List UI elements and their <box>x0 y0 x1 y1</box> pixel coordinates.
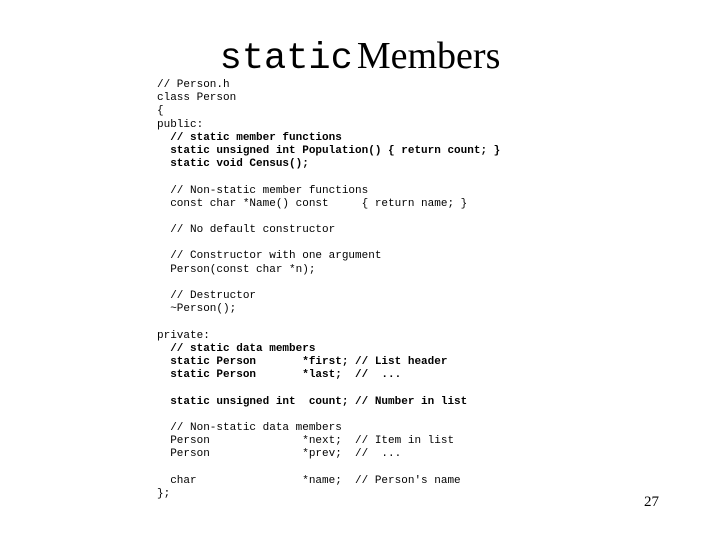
code-line <box>157 382 500 395</box>
code-line: static unsigned int Population() { return count; } <box>157 144 501 157</box>
code-line: static Person *last; // ... <box>157 369 402 382</box>
code-line: // No default constructor <box>157 224 336 237</box>
code-line <box>157 211 500 224</box>
slide-title <box>0 34 720 80</box>
code-line: // static member functions <box>157 131 342 144</box>
code-line: { <box>157 105 164 118</box>
code-line <box>157 277 500 290</box>
code-line: const char *Name() const { return name; } <box>157 197 468 210</box>
code-line: // Non-static member functions <box>157 184 369 197</box>
title-code-word: static <box>219 38 353 80</box>
title-text-word: Members <box>356 35 501 77</box>
code-line: class Person <box>157 92 237 105</box>
code-line: Person *next; // Item in list <box>157 435 455 448</box>
page-number: 27 <box>644 494 659 510</box>
code-line: private: <box>157 329 210 342</box>
code-line: // Non-static data members <box>157 421 342 434</box>
code-line <box>157 316 500 329</box>
code-line: static unsigned int count; // Number in list <box>157 395 468 408</box>
code-line <box>157 409 500 422</box>
code-line: char *name; // Person's name <box>157 474 461 487</box>
code-line: static Person *first; // List header <box>157 355 448 368</box>
code-line: public: <box>157 118 204 131</box>
code-line: // Destructor <box>157 290 257 302</box>
code-line: static void Census(); <box>157 158 309 171</box>
code-line: Person *prev; // ... <box>157 448 402 461</box>
code-line: // Constructor with one argument <box>157 250 382 263</box>
code-line <box>157 237 500 250</box>
code-line: // Person.h <box>157 79 230 91</box>
code-line <box>157 461 500 474</box>
code-line: Person(const char *n); <box>157 263 316 276</box>
code-line: ~Person(); <box>157 303 237 316</box>
code-listing <box>157 79 500 501</box>
code-line: // static data members <box>157 342 316 355</box>
code-line: }; <box>157 487 171 500</box>
code-line <box>157 171 500 184</box>
